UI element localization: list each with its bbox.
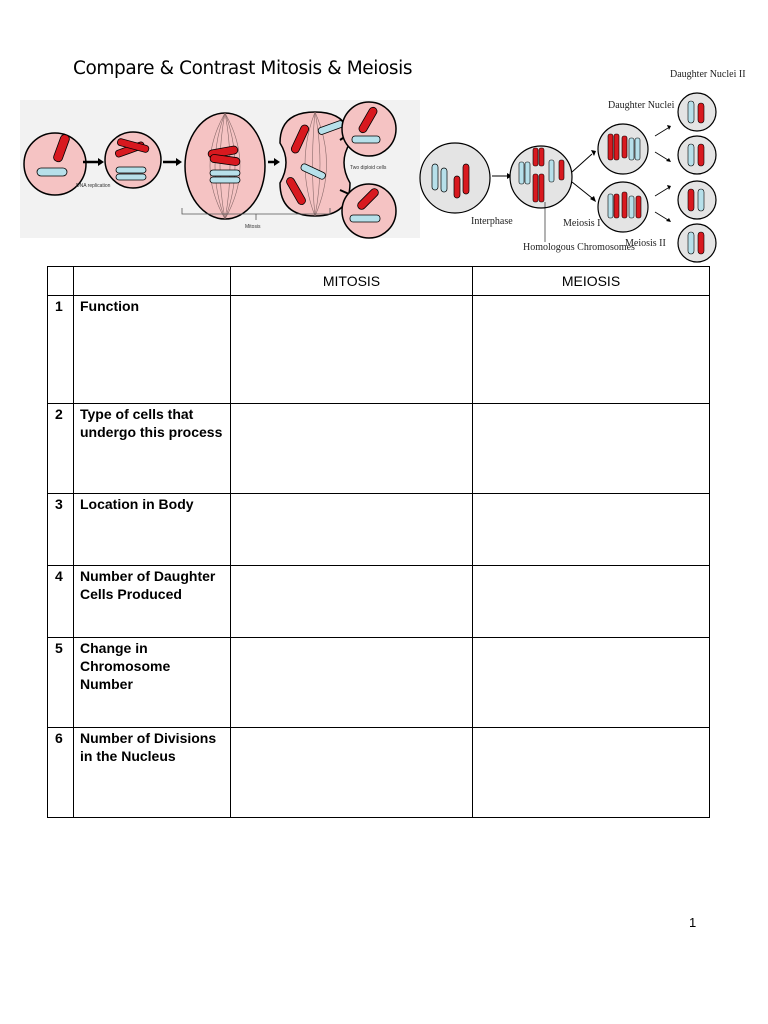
row-number: 5 (48, 638, 74, 728)
label-interphase: Interphase (471, 216, 513, 227)
meiosis-interphase-cell (420, 143, 490, 213)
mitosis-cell-3 (185, 113, 265, 219)
meiosis-answer-cell[interactable] (473, 566, 710, 638)
table-row (48, 566, 710, 638)
meiosis-answer-cell[interactable] (473, 404, 710, 494)
label-homologous-chromosomes: Homologous Chromosomes (523, 242, 635, 253)
row-number: 6 (48, 728, 74, 818)
row-number: 4 (48, 566, 74, 638)
label-daughter-nuclei: Daughter Nuclei (608, 100, 675, 111)
table-row (48, 728, 710, 818)
row-label: Change in Chromosome Number (74, 638, 231, 728)
row-number: 1 (48, 296, 74, 404)
meiosis-daughter-nucleus-1 (598, 124, 648, 174)
mitosis-answer-cell[interactable] (231, 296, 473, 404)
meiosis-answer-cell[interactable] (473, 638, 710, 728)
meiosis-answer-cell[interactable] (473, 494, 710, 566)
row-number: 3 (48, 494, 74, 566)
row-label: Number of Daughter Cells Produced (74, 566, 231, 638)
row-number: 2 (48, 404, 74, 494)
row-label: Number of Divisions in the Nucleus (74, 728, 231, 818)
mitosis-answer-cell[interactable] (231, 494, 473, 566)
row-label: Location in Body (74, 494, 231, 566)
mitosis-answer-cell[interactable] (231, 638, 473, 728)
mitosis-daughter-cell-2 (342, 184, 396, 238)
mitosis-cell-2 (105, 132, 161, 188)
label-two-diploid-cells: Two diploid cells (350, 165, 387, 171)
meiosis-answer-cell[interactable] (473, 728, 710, 818)
header-number-cell (48, 267, 74, 296)
row-label: Function (74, 296, 231, 404)
page-number: 1 (689, 915, 697, 930)
mitosis-answer-cell[interactable] (231, 404, 473, 494)
table-header-row (48, 267, 710, 296)
mitosis-daughter-cell-1 (342, 102, 396, 156)
mitosis-answer-cell[interactable] (231, 566, 473, 638)
row-label: Type of cells that undergo this process (74, 404, 231, 494)
table-row (48, 638, 710, 728)
label-dna-replication: DNA replication (76, 183, 111, 189)
header-meiosis: MEIOSIS (473, 267, 710, 296)
label-meiosis-ii: Meiosis II (625, 238, 666, 249)
comparison-table (47, 266, 710, 818)
meiosis-daughter-nuclei-ii (678, 93, 716, 262)
table-row (48, 296, 710, 404)
page-title: Compare & Contrast Mitosis & Meiosis (73, 58, 413, 79)
table-row (48, 404, 710, 494)
meiosis-diagram (415, 64, 746, 266)
header-label-cell (74, 267, 231, 296)
label-meiosis-i: Meiosis I (563, 218, 601, 229)
meiosis-i-cell (510, 146, 572, 208)
meiosis-answer-cell[interactable] (473, 296, 710, 404)
label-daughter-nuclei-ii: Daughter Nuclei II (670, 69, 746, 80)
mitosis-cell-4 (280, 112, 350, 216)
mitosis-answer-cell[interactable] (231, 728, 473, 818)
label-mitosis: Mitosis (245, 224, 261, 230)
table-row (48, 494, 710, 566)
meiosis-daughter-nucleus-2 (598, 182, 648, 232)
mitosis-diagram (20, 98, 420, 244)
header-mitosis: MITOSIS (231, 267, 473, 296)
